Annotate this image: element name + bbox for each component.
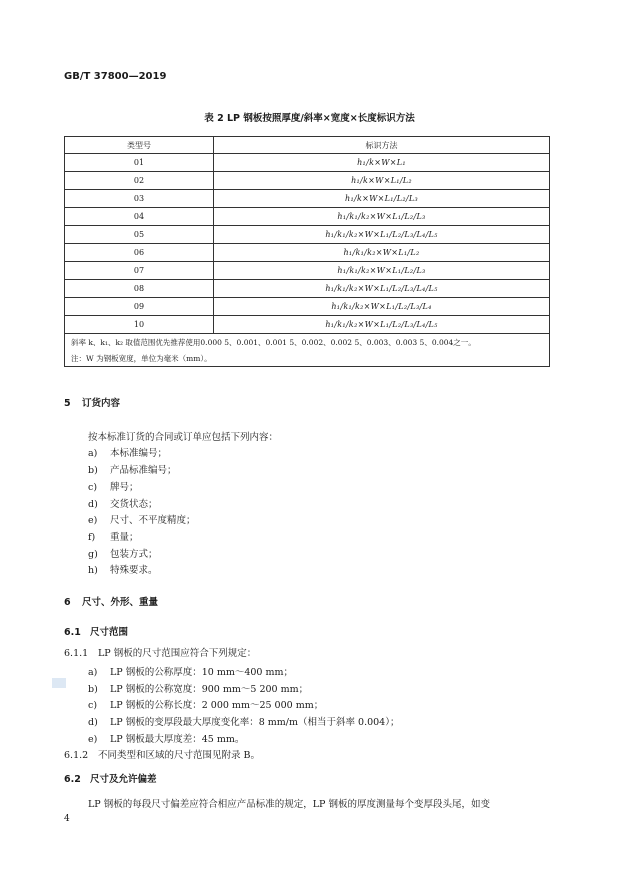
list-item-label: g) — [88, 549, 98, 560]
section-6-2-heading — [64, 771, 157, 785]
section-6-1-heading — [64, 624, 128, 638]
section-number: 6 — [64, 597, 71, 608]
list-item-text: LP 钢板的变厚段最大厚度变化率：8 mm/m（相当于斜率 0.004）； — [110, 717, 400, 728]
table-row — [65, 208, 550, 226]
list-item-text: LP 钢板的公称宽度：900 mm～5 200 mm； — [110, 684, 309, 695]
clause-number: 6.1.1 — [64, 648, 89, 659]
list-item-label: e) — [88, 734, 98, 745]
section-6-2-text: LP 钢板的每段尺寸偏差应符合相应产品标准的规定，LP 钢板的厚度测量每个变厚段头尾，如变 — [88, 799, 490, 810]
mark-cell: h₁/k₁/k₂×W×L₁/L₂/L₃ — [214, 262, 550, 280]
list-item-text: LP 钢板的公称厚度：10 mm～400 mm； — [110, 667, 294, 678]
margin-marker — [52, 678, 66, 688]
table-row — [65, 316, 550, 334]
mark-cell: h₁/k×W×L₁ — [214, 154, 550, 172]
column-header-mark: 标识方法 — [214, 137, 550, 154]
type-cell: 06 — [65, 244, 214, 262]
list-item — [88, 479, 139, 493]
section-5-intro: 按本标准订货的合同或订单应包括下列内容： — [88, 432, 279, 443]
list-item-label: d) — [88, 717, 98, 728]
clause-number: 6.1.2 — [64, 750, 89, 761]
table-header-row — [65, 137, 550, 154]
list-item — [88, 714, 399, 728]
list-item — [88, 512, 196, 526]
list-item-text: 本标准编号； — [110, 448, 168, 459]
list-item-text: LP 钢板最大厚度差：45 mm。 — [110, 734, 245, 745]
list-item-text: 交货状态； — [110, 499, 158, 510]
list-item — [88, 664, 293, 678]
list-item — [88, 546, 158, 560]
type-cell: 04 — [65, 208, 214, 226]
section-5-heading — [64, 395, 120, 409]
list-item — [88, 445, 167, 459]
list-item — [88, 562, 158, 576]
standard-code: GB/T 37800—2019 — [64, 71, 167, 82]
list-item-text: 包装方式； — [110, 549, 158, 560]
table-row — [65, 172, 550, 190]
table-row — [65, 298, 550, 316]
type-cell: 09 — [65, 298, 214, 316]
table-row — [65, 154, 550, 172]
table-note-row — [65, 334, 550, 351]
clause-text: LP 钢板的尺寸范围应符合下列规定： — [98, 648, 257, 659]
type-cell: 02 — [65, 172, 214, 190]
table-row — [65, 262, 550, 280]
list-item-label: b) — [88, 684, 98, 695]
mark-cell: h₁/k₁/k₂×W×L₁/L₂ — [214, 244, 550, 262]
list-item-text: 牌号； — [110, 482, 139, 493]
table-row — [65, 190, 550, 208]
unit-note: 注：W 为钢板宽度，单位为毫米（mm）。 — [65, 350, 550, 367]
type-cell: 01 — [65, 154, 214, 172]
section-6-heading — [64, 594, 158, 608]
list-item — [88, 681, 308, 695]
list-item-label: c) — [88, 700, 98, 711]
list-item-label: e) — [88, 515, 98, 526]
type-cell: 08 — [65, 280, 214, 298]
list-item — [88, 462, 177, 476]
list-item — [88, 731, 244, 745]
list-item-label: d) — [88, 499, 98, 510]
list-item — [88, 697, 323, 711]
mark-cell: h₁/k×W×L₁/L₂ — [214, 172, 550, 190]
list-item — [88, 529, 139, 543]
section-number: 5 — [64, 398, 71, 409]
clause-6-1-1 — [64, 645, 256, 659]
type-cell: 05 — [65, 226, 214, 244]
table-row — [65, 244, 550, 262]
column-header-type: 类型号 — [65, 137, 214, 154]
type-cell: 03 — [65, 190, 214, 208]
list-item-label: c) — [88, 482, 98, 493]
table-note-row — [65, 350, 550, 367]
subsection-title: 尺寸及允许偏差 — [90, 774, 157, 785]
table-row — [65, 280, 550, 298]
table-row — [65, 226, 550, 244]
section-title: 尺寸、外形、重量 — [82, 597, 159, 608]
table-title: 表 2 LP 钢板按照厚度/斜率×宽度×长度标识方法 — [204, 113, 415, 124]
mark-cell: h₁/k₁/k₂×W×L₁/L₂/L₃/L₄ — [214, 298, 550, 316]
list-item-label: a) — [88, 667, 98, 678]
type-cell: 10 — [65, 316, 214, 334]
list-item-text: 尺寸、不平度精度； — [110, 515, 196, 526]
mark-cell: h₁/k₁/k₂×W×L₁/L₂/L₃/L₄/L₅ — [214, 226, 550, 244]
section-title: 订货内容 — [82, 398, 121, 409]
list-item-label: a) — [88, 448, 98, 459]
subsection-number: 6.1 — [64, 627, 81, 638]
subsection-title: 尺寸范围 — [90, 627, 129, 638]
slope-note: 斜率 k、k₁、k₂ 取值范围优先推荐使用0.000 5、0.001、0.001 5、0.002、0.002 5、0.003、0.003 5、0.004之一。 — [65, 334, 550, 351]
clause-6-1-2 — [64, 747, 260, 761]
subsection-number: 6.2 — [64, 774, 81, 785]
mark-cell: h₁/k₁/k₂×W×L₁/L₂/L₃ — [214, 208, 550, 226]
list-item-label: f) — [88, 532, 96, 543]
type-cell: 07 — [65, 262, 214, 280]
identification-table — [64, 136, 550, 367]
list-item-text: LP 钢板的公称长度：2 000 mm～25 000 mm； — [110, 700, 324, 711]
mark-cell: h₁/k₁/k₂×W×L₁/L₂/L₃/L₄/L₅ — [214, 316, 550, 334]
list-item-text: 重量； — [110, 532, 139, 543]
list-item-text: 特殊要求。 — [110, 565, 158, 576]
list-item-label: b) — [88, 465, 98, 476]
clause-text: 不同类型和区域的尺寸范围见附录 B。 — [98, 750, 261, 761]
list-item — [88, 496, 158, 510]
mark-cell: h₁/k₁/k₂×W×L₁/L₂/L₃/L₄/L₅ — [214, 280, 550, 298]
mark-cell: h₁/k×W×L₁/L₂/L₃ — [214, 190, 550, 208]
list-item-text: 产品标准编号； — [110, 465, 177, 476]
page-number: 4 — [64, 814, 70, 824]
list-item-label: h) — [88, 565, 98, 576]
